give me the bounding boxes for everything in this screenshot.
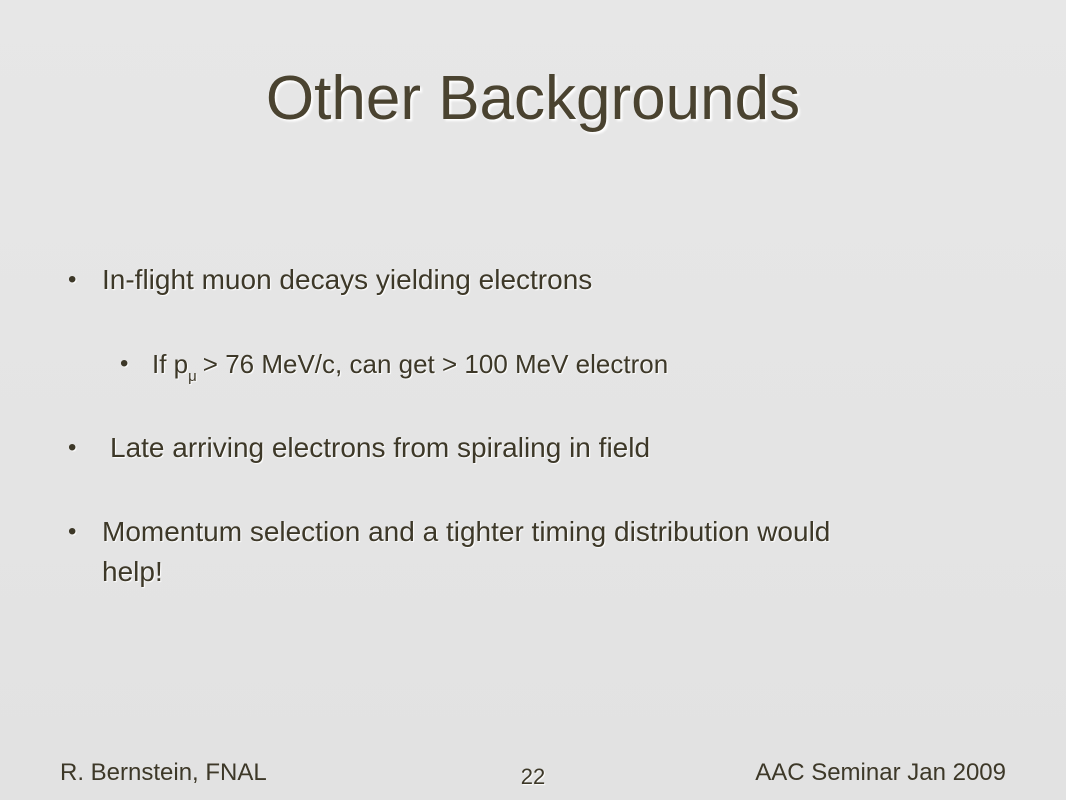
bullet-2-prefix: If p xyxy=(152,349,189,379)
bullet-2-text xyxy=(152,344,668,389)
bullet-2-suffix: > 76 MeV/c, can get > 100 MeV electron xyxy=(202,349,669,379)
slide-title: Other Backgrounds xyxy=(265,64,801,133)
bullet-dot-icon: • xyxy=(68,518,77,545)
page-number: 22 xyxy=(520,764,546,789)
bullet-1-text: In-flight muon decays yielding electrons xyxy=(102,264,593,295)
bullet-4 xyxy=(68,512,888,592)
bullet-dot-icon: • xyxy=(68,434,77,461)
bullet-dot-icon: • xyxy=(120,350,129,377)
footer-event: AAC Seminar Jan 2009 xyxy=(755,759,1006,786)
bullet-2 xyxy=(120,344,668,389)
bullet-1 xyxy=(68,260,592,300)
bullet-3-text: Late arriving electrons from spiraling in field xyxy=(110,432,651,463)
bullet-4-text: Momentum selection and a tighter timing distribution would help! xyxy=(102,516,831,587)
bullet-3 xyxy=(68,428,650,468)
bullet-dot-icon: • xyxy=(68,266,77,293)
footer-author: R. Bernstein, FNAL xyxy=(60,759,267,786)
bullet-2-subscript: μ xyxy=(188,368,197,385)
